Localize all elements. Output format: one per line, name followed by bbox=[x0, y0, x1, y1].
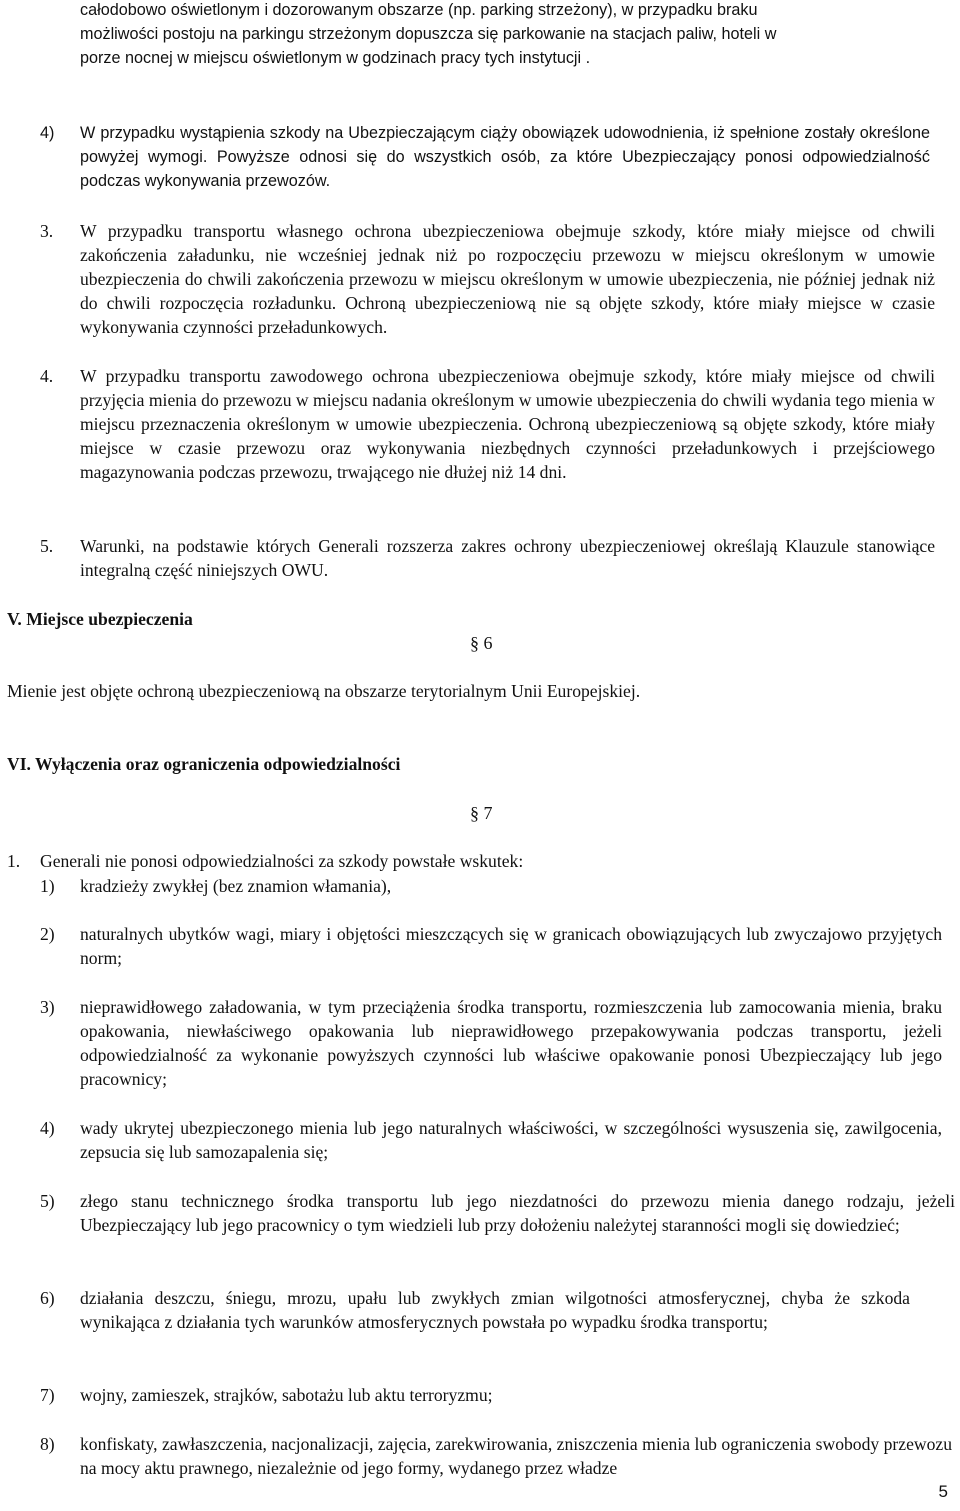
exclusion-text: złego stanu technicznego środka transportu lub jego niezdatności do przewozu mienia danego rodzaju, jeżeli Ubezpieczający lub jego pracownicy o tym wiedzieli lub przy dołożeniu należytej staranności mogli się dowiedzieć; bbox=[80, 1191, 955, 1235]
sub-item-text: W przypadku wystąpienia szkody na Ubezpieczającym ciąży obowiązek udowodnienia, iż spełnione zostały określone powyżej wymogi. Powyższe odnosi się do wszystkich osób, za które Ubezpieczający ponosi odpowiedzialność podczas wykonywania przewozów. bbox=[80, 124, 930, 190]
section-vi-heading: VI. Wyłączenia oraz ograniczenia odpowiedzialności bbox=[7, 754, 401, 774]
exclusion-text: wojny, zamieszek, strajków, sabotażu lub aktu terroryzmu; bbox=[80, 1385, 493, 1405]
exclusion-text: działania deszczu, śniegu, mrozu, upału lub zwykłych zmian wilgotności atmosferycznej, chyba że szkoda wynikająca z działania tych warunków atmosferycznych powstała po wypadku środka transportu; bbox=[80, 1288, 910, 1332]
intro-line: możliwości postoju na parkingu strzeżonym dopuszcza się parkowanie na stacjach paliw, hoteli w bbox=[80, 25, 777, 43]
exclusion-number: 1) bbox=[40, 876, 55, 896]
exclusion-text: wady ukrytej ubezpieczonego mienia lub jego naturalnych właściwości, w szczególności wysuszenia się, zawilgocenia, zepsucia się lub samozapalenia się; bbox=[80, 1118, 942, 1162]
section-v-text: Mienie jest objęte ochroną ubezpieczeniową na obszarze terytorialnym Unii Europejskiej. bbox=[7, 681, 641, 701]
exclusion-number: 5) bbox=[40, 1191, 55, 1211]
exclusion-number: 2) bbox=[40, 924, 55, 944]
exclusion-number: 7) bbox=[40, 1385, 55, 1405]
section-v-heading: V. Miejsce ubezpieczenia bbox=[7, 609, 193, 629]
exclusion-text: kradzieży zwykłej (bez znamion włamania), bbox=[80, 876, 392, 896]
section-vi-point-1-number: 1. bbox=[7, 851, 21, 871]
exclusion-text: konfiskaty, zawłaszczenia, nacjonalizacji, zajęcia, zarekwirowania, zniszczenia mienia lub ograniczenia swobody przewozu na mocy aktu prawnego, niezależnie od jego formy, wydanego przez władze bbox=[80, 1434, 952, 1478]
point-number: 3. bbox=[40, 221, 54, 241]
sub-item-number: 4) bbox=[40, 124, 55, 142]
paragraph-6-sign: § 6 bbox=[470, 633, 493, 653]
exclusion-number: 8) bbox=[40, 1434, 55, 1454]
intro-line: całodobowo oświetlonym i dozorowanym obszarze (np. parking strzeżony), w przypadku braku bbox=[80, 1, 758, 19]
point-number: 5. bbox=[40, 536, 54, 556]
section-vi-point-1-text: Generali nie ponosi odpowiedzialności za szkody powstałe wskutek: bbox=[40, 851, 524, 871]
point-text: W przypadku transportu zawodowego ochrona ubezpieczeniowa obejmuje szkody, które miały miejsce od chwili przyjęcia mienia do przewozu w miejscu nadania określonym w umowie ubezpieczenia do chwili wydania tego mienia w miejscu przeznaczenia określonym w umowie ubezpieczenia. Ochroną ubezpieczeniową są objęte szkody, które miały miejsce w czasie przewozu oraz wykonywania niezbędnych czynności przeładunkowych i przejściowego magazynowania podczas przewozu, trwającego nie dłużej niż 14 dni. bbox=[80, 366, 935, 482]
exclusion-number: 6) bbox=[40, 1288, 55, 1308]
point-number: 4. bbox=[40, 366, 54, 386]
paragraph-7-sign: § 7 bbox=[470, 803, 493, 823]
exclusion-text: nieprawidłowego załadowania, w tym przeciążenia środka transportu, rozmieszczenia lub zamocowania mienia, braku opakowania, niewłaściwego opakowania lub nieprawidłowego przepakowywania podczas transportu, jeżeli odpowiedzialność za wykonanie powyższych czynności lub właściwe opakowanie ponosi Ubezpieczający lub jego pracownicy; bbox=[80, 997, 942, 1089]
exclusion-text: naturalnych ubytków wagi, miary i objętości mieszczących się w granicach obowiązujących lub zwyczajowo przyjętych norm; bbox=[80, 924, 942, 968]
page-number: 5 bbox=[938, 1482, 948, 1501]
point-text: Warunki, na podstawie których Generali rozszerza zakres ochrony ubezpieczeniowej określają Klauzule stanowiące integralną część niniejszych OWU. bbox=[80, 536, 935, 580]
exclusion-number: 4) bbox=[40, 1118, 55, 1138]
exclusion-number: 3) bbox=[40, 997, 55, 1017]
intro-paragraph bbox=[80, 0, 950, 70]
intro-line: porze nocnej w miejscu oświetlonym w godzinach pracy tych instytucji . bbox=[80, 49, 591, 67]
point-text: W przypadku transportu własnego ochrona ubezpieczeniowa obejmuje szkody, które miały miejsce od chwili zakończenia załadunku, nie wcześniej jednak niż po rozpoczęciu przewozu w miejscu określonym w umowie ubezpieczenia do chwili zakończenia przewozu w miejscu określonym w umowie ubezpieczenia, nie później jednak niż do chwili rozpoczęcia rozładunku. Ochroną ubezpieczeniową nie są objęte szkody, które miały miejsce w czasie wykonywania czynności przeładunkowych. bbox=[80, 221, 935, 337]
